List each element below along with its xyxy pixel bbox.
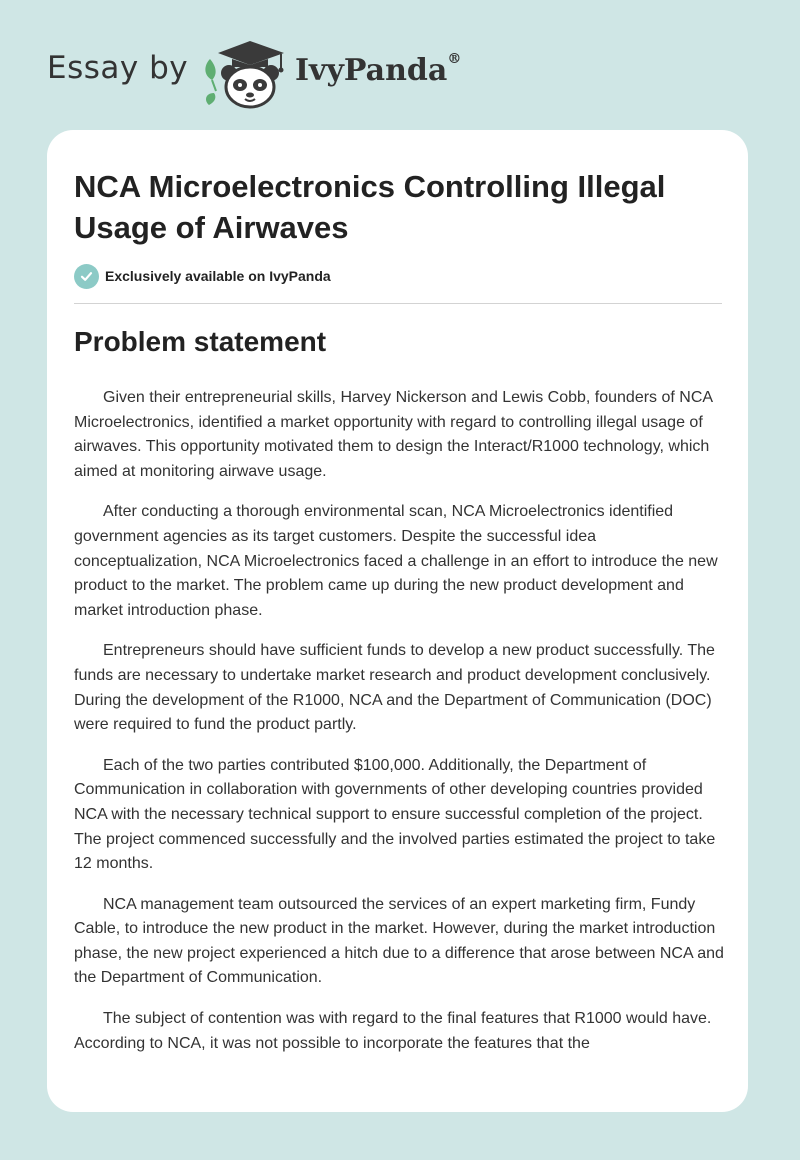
section-heading: Problem statement <box>74 326 327 357</box>
essay-body <box>74 386 724 1072</box>
essay-title: NCA Microelectronics Controlling Illegal Usage of Airwaves <box>74 169 666 245</box>
paragraph: Each of the two parties contributed $100,000. Additionally, the Department of Communication in collaboration with governments of other developing countries provided NCA with the necessary technical support to ensure successful completion of the project. The project commenced successfully and the involved parties estimated the project to take 12 months. <box>74 756 716 873</box>
brand-name[interactable] <box>295 53 461 88</box>
paragraph: Given their entrepreneurial skills, Harvey Nickerson and Lewis Cobb, founders of NCA Microelectronics, identified a market opportunity with regard to controlling illegal usage of airwaves. This opportunity motivated them to design the Interact/R1000 technology, which aimed at monitoring airwave usage. <box>74 389 713 480</box>
paragraph: NCA management team outsourced the services of an expert marketing firm, Fundy Cable, to introduce the new product in the market. However, during the market introduction phase, the new project experienced a hitch due to a difference that arose between NCA and the Department of Communication. <box>74 895 724 987</box>
exclusive-label: Exclusively available on IvyPanda <box>105 268 331 284</box>
paragraph: Entrepreneurs should have sufficient funds to develop a new product successfully. The funds are necessary to undertake market research and product development conclusively. During the development of the R1000, NCA and the Department of Communication (DOC) were required to fund the product partly. <box>74 642 715 734</box>
check-icon <box>74 264 99 289</box>
exclusive-badge <box>74 263 331 289</box>
essay-card <box>47 130 748 1112</box>
paragraph: The subject of contention was with regard to the final features that R1000 would have. According to NCA, it was not possible to incorporate the features that the <box>74 1010 712 1052</box>
leaf-icon <box>205 59 215 80</box>
essay-by-label: Essay by <box>47 50 189 86</box>
brand-name-text: IvyPanda <box>295 53 448 88</box>
paragraph: After conducting a thorough environmental scan, NCA Microelectronics identified government agencies as its target customers. Despite the successful idea conceptualization, NCA Microelectronics faced a challenge in an effort to introduce the new product to the market. The problem came up during the new product development and market introduction phase. <box>74 503 718 619</box>
registered-mark: ® <box>447 51 462 67</box>
divider <box>74 303 722 304</box>
site-header <box>0 0 800 120</box>
panda-graduate-logo-icon[interactable] <box>202 35 294 109</box>
